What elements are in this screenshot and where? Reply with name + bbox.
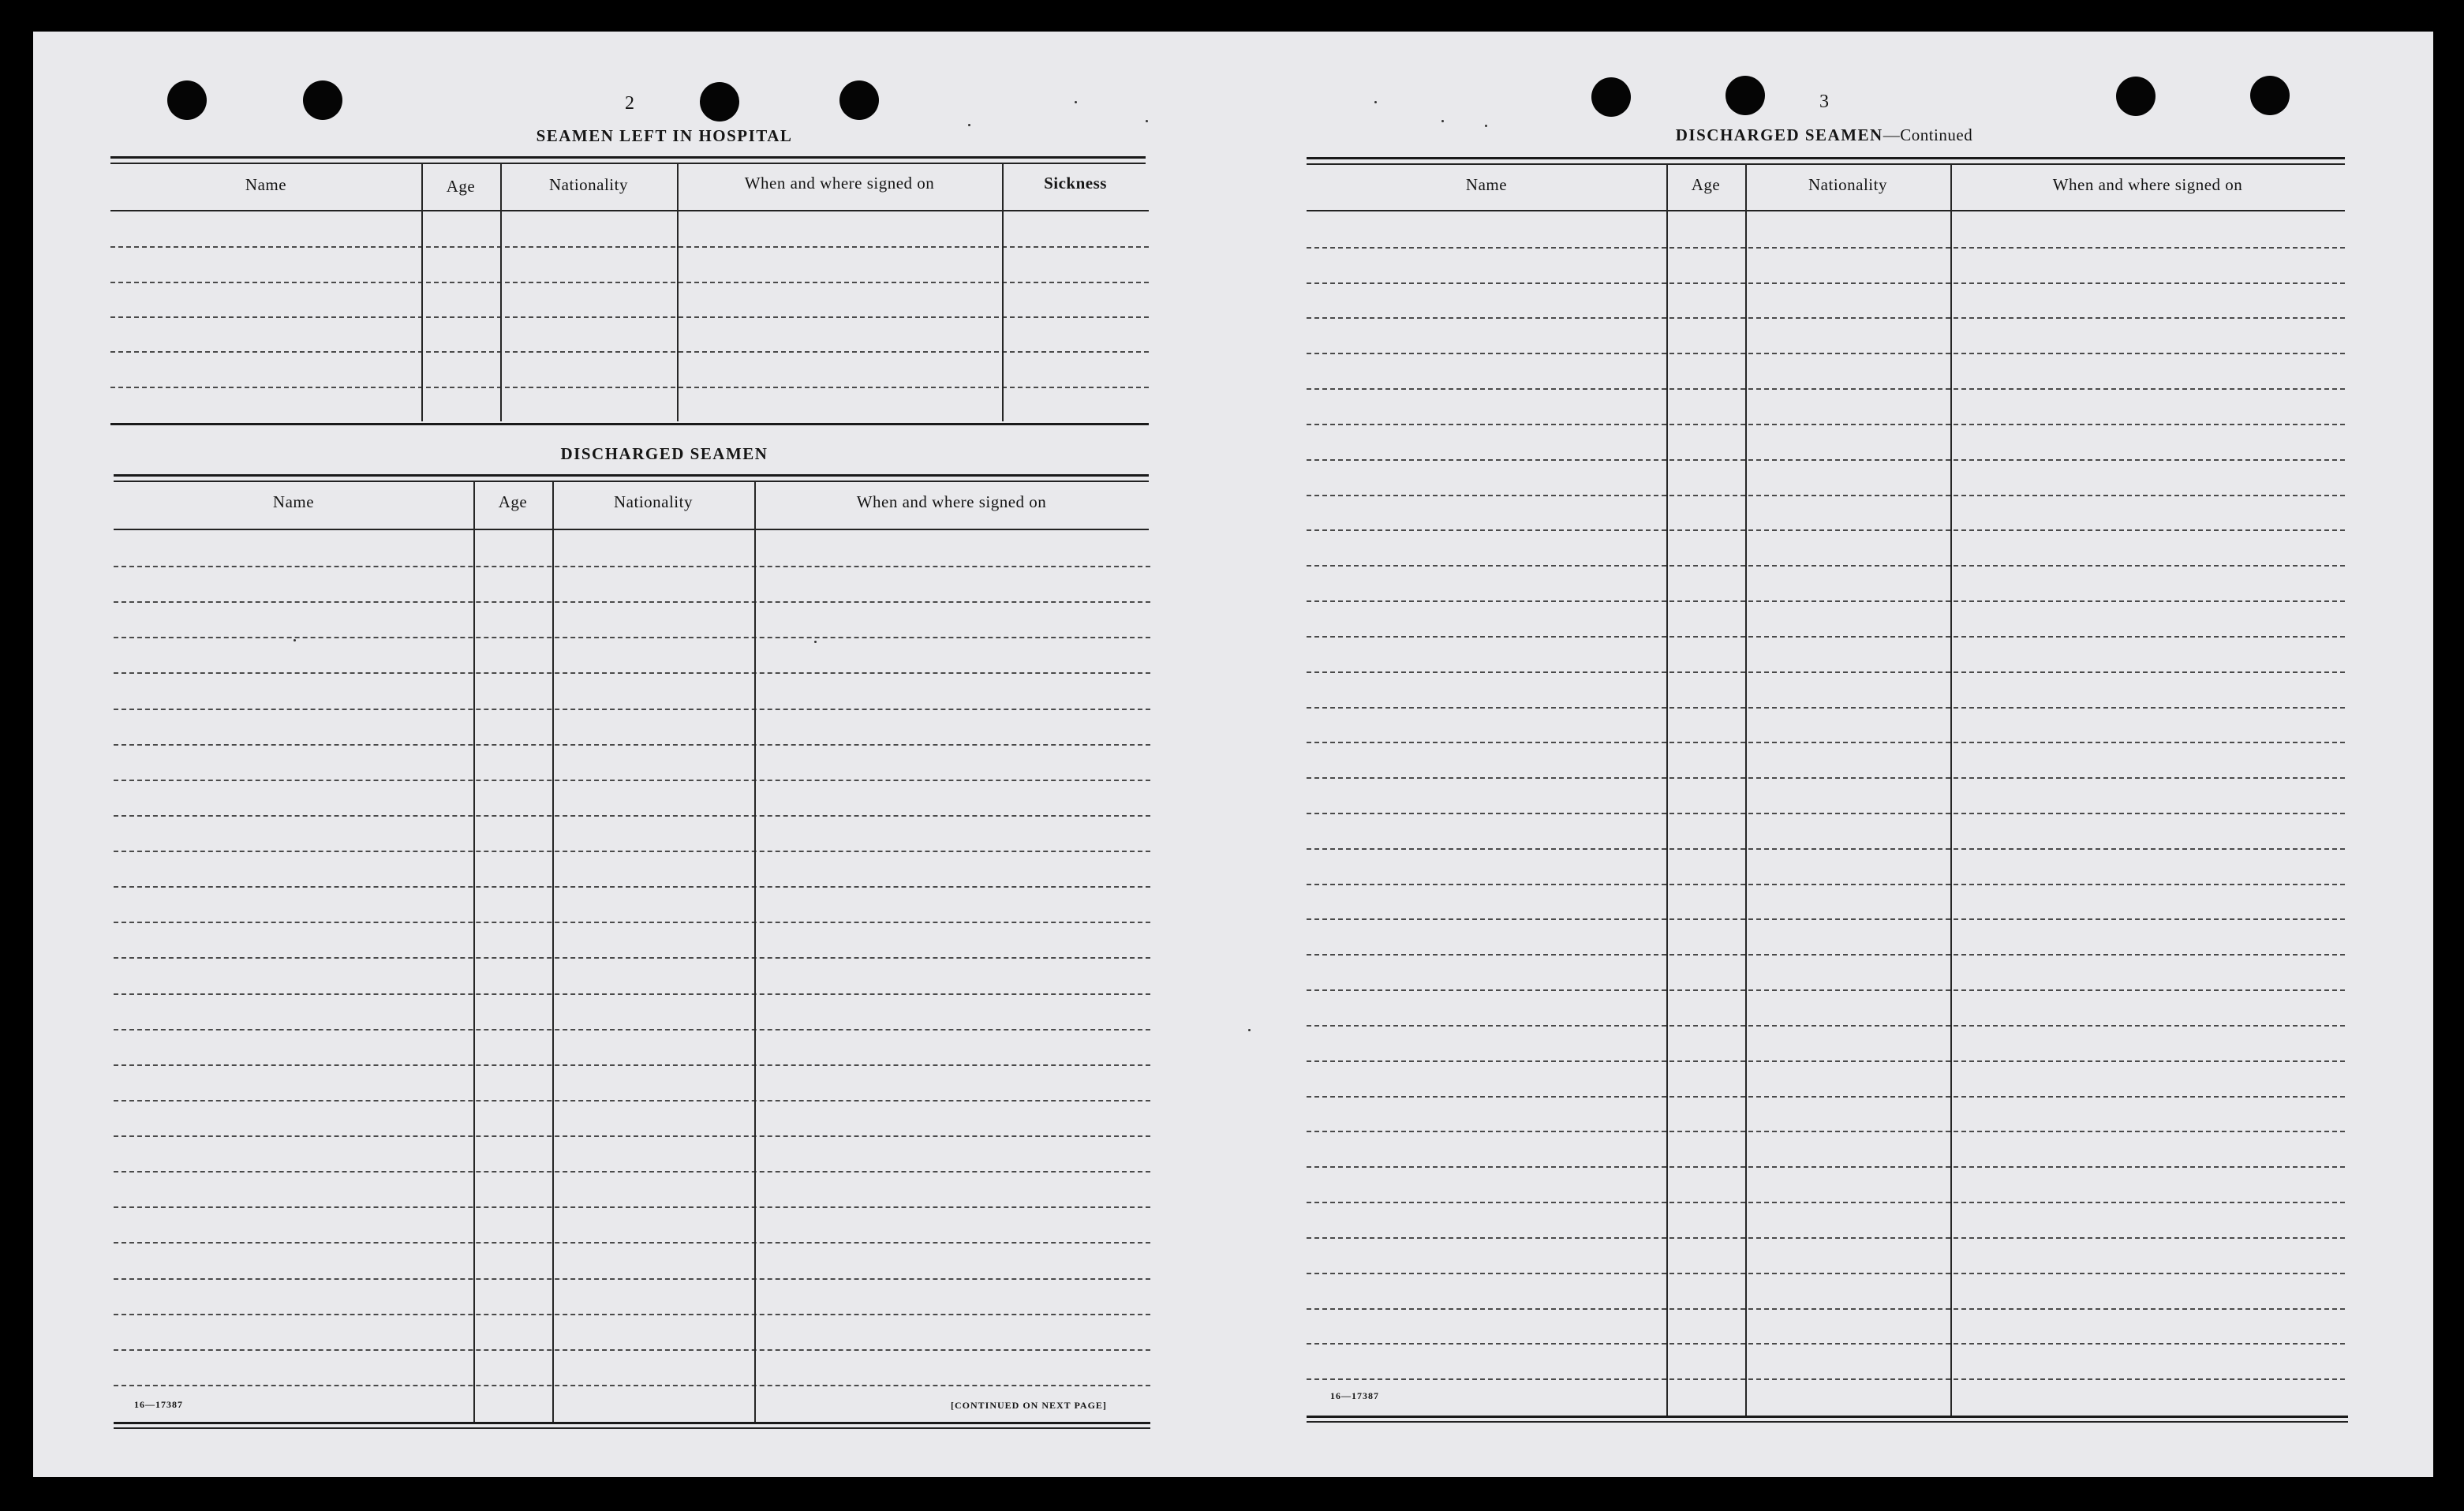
scan-speck [1374, 101, 1377, 103]
table-row [1307, 565, 2345, 567]
table-row [1307, 388, 2345, 390]
table-row [114, 886, 1150, 888]
form-number-right: 16—17387 [1330, 1390, 1379, 1401]
discharged-header-rule [114, 529, 1149, 530]
table-row [114, 1171, 1150, 1173]
table-row [1307, 1060, 2345, 1062]
table-row [1307, 1378, 2345, 1380]
table-row [114, 566, 1150, 567]
table-row [114, 815, 1150, 817]
right-col-nationality: Nationality [1808, 175, 1887, 194]
hospital-col-divider [500, 164, 502, 421]
punch-hole [700, 82, 739, 122]
scan-speck [814, 641, 817, 643]
table-row [114, 637, 1150, 638]
table-row [114, 709, 1150, 710]
right-header-rule [1307, 210, 2345, 211]
table-row [114, 993, 1150, 995]
table-row [114, 1385, 1150, 1386]
hospital-col-name: Name [245, 175, 287, 194]
scan-speck [294, 639, 296, 641]
table-row [1307, 1273, 2345, 1274]
table-row [1307, 954, 2345, 956]
right-col-age: Age [1691, 175, 1721, 194]
table-row [114, 1100, 1150, 1101]
discharged-col-divider [552, 482, 554, 1423]
discharged-top-rule-inner [114, 481, 1149, 482]
table-row [1307, 636, 2345, 638]
table-row [114, 780, 1150, 781]
table-row [1307, 1202, 2345, 1203]
table-row [110, 316, 1149, 318]
table-row [110, 282, 1149, 283]
discharged-continued-title-main: DISCHARGED SEAMEN [1675, 125, 1883, 144]
table-row [1307, 1131, 2345, 1132]
table-row [1307, 495, 2345, 496]
right-top-rule [1307, 157, 2345, 159]
table-row [1307, 707, 2345, 709]
table-row [1307, 918, 2345, 920]
right-bottom-rule-inner [1307, 1421, 2348, 1423]
hospital-col-divider [677, 164, 679, 421]
table-row [1307, 671, 2345, 673]
table-row [114, 1135, 1150, 1137]
page-number-right: 3 [1819, 92, 1829, 112]
scan-speck [968, 124, 970, 126]
table-row [1307, 848, 2345, 850]
scanned-form-sheet [33, 32, 2433, 1477]
hospital-col-nationality: Nationality [549, 175, 628, 194]
punch-hole [2116, 77, 2156, 116]
table-row [1307, 529, 2345, 531]
discharged-col-age: Age [498, 492, 528, 511]
table-row [110, 351, 1149, 353]
right-col-divider [1950, 165, 1952, 1416]
punch-hole [303, 80, 342, 120]
table-row [114, 1242, 1150, 1244]
table-row [1307, 353, 2345, 354]
table-row [110, 246, 1149, 248]
hospital-col-age: Age [446, 177, 476, 196]
scan-speck [1248, 1029, 1251, 1031]
discharged-section-title: DISCHARGED SEAMEN [560, 444, 768, 463]
table-row [114, 1314, 1150, 1315]
page-number-left: 2 [625, 93, 634, 114]
table-row [114, 744, 1150, 746]
discharged-continued-title-suffix: —Continued [1883, 125, 1973, 144]
table-row [114, 672, 1150, 674]
hospital-section-title: SEAMEN LEFT IN HOSPITAL [536, 126, 793, 145]
discharged-col-name: Name [272, 492, 315, 511]
table-row [114, 601, 1150, 603]
table-row [114, 851, 1150, 852]
discharged-col-divider [754, 482, 756, 1423]
table-row [114, 1349, 1150, 1351]
right-top-rule-inner [1307, 163, 2345, 165]
table-row [1307, 813, 2345, 814]
table-row [114, 1278, 1150, 1280]
punch-hole [1726, 76, 1765, 115]
table-row [114, 1064, 1150, 1066]
table-row [1307, 317, 2345, 319]
discharged-col-nationality: Nationality [614, 492, 693, 511]
hospital-col-when-where: When and where signed on [744, 174, 935, 193]
hospital-top-rule-inner [110, 163, 1146, 164]
table-row [1307, 600, 2345, 602]
table-row [1307, 1343, 2345, 1345]
table-row [1307, 282, 2345, 284]
discharged-bottom-rule-inner [114, 1427, 1150, 1429]
table-row [114, 1029, 1150, 1030]
punch-hole [167, 80, 207, 120]
discharged-col-divider [473, 482, 475, 1423]
table-row [1307, 1025, 2345, 1027]
scan-speck [1146, 120, 1148, 122]
table-row [114, 1206, 1150, 1208]
right-bottom-rule [1307, 1416, 2348, 1418]
table-row [1307, 742, 2345, 743]
right-col-name: Name [1465, 175, 1508, 194]
hospital-col-divider [1002, 164, 1004, 421]
hospital-header-rule [110, 210, 1149, 211]
scan-speck [1441, 120, 1444, 122]
scan-speck [1075, 101, 1077, 103]
table-row [1307, 1237, 2345, 1239]
table-row [1307, 1308, 2345, 1310]
discharged-continued-title [1572, 125, 2077, 145]
form-number-left: 16—17387 [134, 1399, 183, 1410]
table-row [114, 922, 1150, 923]
table-row [1307, 424, 2345, 425]
table-row [1307, 247, 2345, 249]
scan-speck [1485, 125, 1487, 127]
punch-hole [1591, 77, 1631, 117]
right-col-when-where: When and where signed on [2052, 175, 2243, 194]
table-row [110, 387, 1149, 388]
discharged-col-when-where: When and where signed on [856, 492, 1047, 511]
table-row [1307, 459, 2345, 461]
table-row [1307, 1166, 2345, 1168]
right-col-divider [1745, 165, 1747, 1416]
discharged-bottom-rule [114, 1422, 1150, 1424]
hospital-col-sickness: Sickness [1044, 174, 1107, 193]
table-row [114, 957, 1150, 959]
table-row [1307, 777, 2345, 779]
hospital-col-divider [421, 164, 423, 421]
continued-note: [CONTINUED ON NEXT PAGE] [951, 1400, 1107, 1411]
hospital-top-rule [110, 156, 1146, 159]
punch-hole [2250, 76, 2290, 115]
hospital-bottom-rule [110, 423, 1149, 425]
right-col-divider [1666, 165, 1668, 1416]
punch-hole [839, 80, 879, 120]
discharged-top-rule [114, 474, 1149, 477]
table-row [1307, 1096, 2345, 1098]
table-row [1307, 989, 2345, 991]
table-row [1307, 884, 2345, 885]
